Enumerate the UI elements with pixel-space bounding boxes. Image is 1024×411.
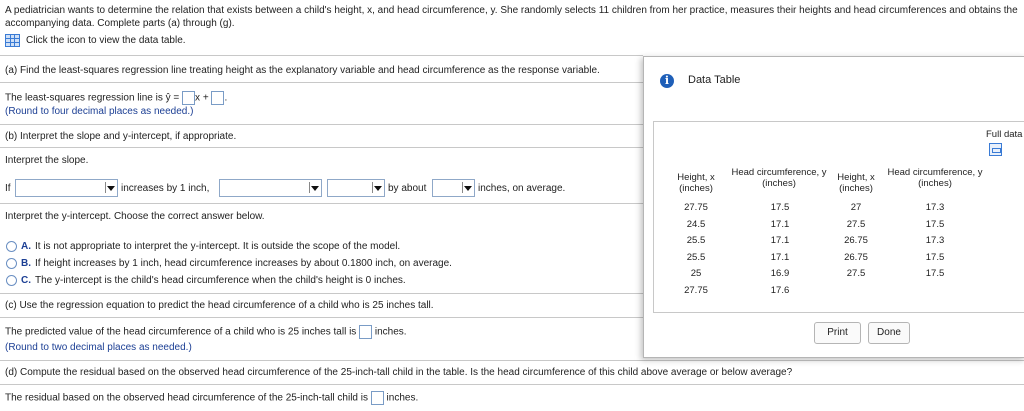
right-cell: 17.3 xyxy=(925,235,945,247)
right-cell: 17.3 xyxy=(925,202,945,213)
header-height-1: Height, x (inches) xyxy=(677,172,715,194)
by-about-label: by about xyxy=(388,183,427,194)
table-icon[interactable] xyxy=(5,34,20,47)
option-c-text: The y-intercept is the child's head circumference when the child's height is 0 inches. xyxy=(35,275,406,287)
left-cell: 17.5 xyxy=(770,202,790,213)
left-cell: 25.5 xyxy=(686,251,706,263)
data-table-popup xyxy=(643,56,1024,358)
part-c-question: (c) Use the regression equation to predict the head circumference of a child who is 25 inches tall. xyxy=(5,300,434,311)
full-data-set-icon[interactable] xyxy=(989,143,1002,156)
right-cell: 27.5 xyxy=(846,218,866,230)
view-data-link[interactable] xyxy=(5,34,186,47)
predicted-prefix: The predicted value of the head circumference of a child who is 25 inches tall is xyxy=(5,326,357,338)
right-cell: 17.5 xyxy=(925,251,945,263)
equals-sign: = xyxy=(170,92,183,104)
problem-intro: A pediatrician wants to determine the relation that exists between a child's height, x, and head circumference, y. She randomly selects 11 children from her practice, measures their heights and head circumferences and obtains the accompanying data. Complete parts (a) through (g). xyxy=(5,5,1018,29)
part-b-question: (b) Interpret the slope and y-intercept, if appropriate. xyxy=(5,131,237,142)
regression-line-prefix: The least-squares regression line is xyxy=(5,92,166,104)
section-divider xyxy=(0,293,643,294)
popup-title: Data Table xyxy=(688,74,741,86)
view-data-link-text[interactable]: Click the icon to view the data table. xyxy=(26,35,186,46)
print-button[interactable]: Print xyxy=(814,322,861,344)
if-label: If xyxy=(5,183,11,194)
chevron-down-icon[interactable] xyxy=(105,182,115,193)
interpret-intercept-label: Interpret the y-intercept. Choose the correct answer below. xyxy=(5,211,265,222)
left-cell: 25.5 xyxy=(686,235,706,247)
residual-row xyxy=(5,391,418,405)
option-b[interactable] xyxy=(6,258,452,269)
option-a-text: It is not appropriate to interpret the y-intercept. It is outside the scope of the model. xyxy=(35,241,401,253)
change-select[interactable] xyxy=(327,179,385,197)
left-cell: 17.1 xyxy=(770,251,790,263)
right-cell: 26.75 xyxy=(844,235,868,247)
inches-average-label: inches, on average. xyxy=(478,183,566,194)
part-a-question: (a) Find the least-squares regression line treating height as the explanatory variable and head circumference as the response variable. xyxy=(5,65,600,76)
increases-by-label: increases by 1 inch, xyxy=(121,183,210,194)
left-cell: 27.75 xyxy=(684,202,708,213)
section-divider xyxy=(0,317,643,318)
section-divider xyxy=(0,384,1024,385)
left-cell: 24.5 xyxy=(686,218,706,230)
section-divider xyxy=(0,203,643,204)
option-a[interactable] xyxy=(6,241,400,252)
part-d-question: (d) Compute the residual based on the observed head circumference of the 25-inch-tall child in the table. Is the head circumference of this child above average or below average? xyxy=(5,367,793,378)
y-hat-symbol: ŷ xyxy=(165,92,171,104)
section-divider xyxy=(0,147,643,148)
chevron-down-icon[interactable] xyxy=(372,182,382,193)
section-divider xyxy=(0,55,643,56)
section-divider xyxy=(0,124,643,125)
predicted-value-row xyxy=(5,325,407,339)
residual-unit: inches. xyxy=(386,392,419,404)
done-button[interactable]: Done xyxy=(868,322,910,344)
section-divider xyxy=(0,82,643,83)
chevron-down-icon[interactable] xyxy=(309,182,319,193)
option-b-letter: B. xyxy=(21,258,31,270)
predicted-answer-box[interactable] xyxy=(359,325,372,339)
round-note-a: (Round to four decimal places as needed.) xyxy=(5,106,194,117)
option-b-text: If height increases by 1 inch, head circumference increases by about 0.1800 inch, on average. xyxy=(35,258,452,270)
interpret-slope-label: Interpret the slope. xyxy=(5,155,89,166)
round-note-c: (Round to two decimal places as needed.) xyxy=(5,342,192,353)
header-head-circ-2: Head circumference, y (inches) xyxy=(887,167,983,189)
section-divider xyxy=(0,360,1024,361)
intercept-answer-box[interactable] xyxy=(211,91,224,105)
left-cell: 25 xyxy=(690,268,702,280)
left-cell: 17.6 xyxy=(770,285,790,296)
right-cell: 27.5 xyxy=(846,268,866,280)
regression-line-row xyxy=(5,91,227,105)
left-cell: 17.1 xyxy=(770,218,790,230)
header-height-2: Height, x (inches) xyxy=(837,172,875,194)
right-cell: 26.75 xyxy=(844,251,868,263)
option-b-radio[interactable] xyxy=(6,258,17,269)
info-icon: i xyxy=(660,74,674,88)
variable-select-2[interactable] xyxy=(219,179,322,197)
chevron-down-icon[interactable] xyxy=(462,182,472,193)
full-data-label: Full data xyxy=(986,129,1023,140)
header-head-circ-1: Head circumference, y (inches) xyxy=(731,167,827,189)
right-cell: 17.5 xyxy=(925,218,945,230)
predicted-unit: inches. xyxy=(374,326,407,338)
period: . xyxy=(224,92,228,104)
left-cell: 16.9 xyxy=(770,268,790,280)
left-cell: 27.75 xyxy=(684,285,708,296)
option-a-radio[interactable] xyxy=(6,241,17,252)
option-c[interactable] xyxy=(6,275,406,286)
residual-answer-box[interactable] xyxy=(371,391,384,405)
option-c-radio[interactable] xyxy=(6,275,17,286)
right-cell: 27 xyxy=(850,202,862,213)
residual-prefix: The residual based on the observed head circumference of the 25-inch-tall child is xyxy=(5,392,368,404)
variable-select-1[interactable] xyxy=(15,179,118,197)
left-cell: 17.1 xyxy=(770,235,790,247)
slope-answer-box[interactable] xyxy=(182,91,195,105)
x-plus-text: x + xyxy=(195,92,212,104)
option-c-letter: C. xyxy=(21,275,31,287)
amount-select[interactable] xyxy=(432,179,475,197)
right-cell: 17.5 xyxy=(925,268,945,280)
option-a-letter: A. xyxy=(21,241,31,253)
